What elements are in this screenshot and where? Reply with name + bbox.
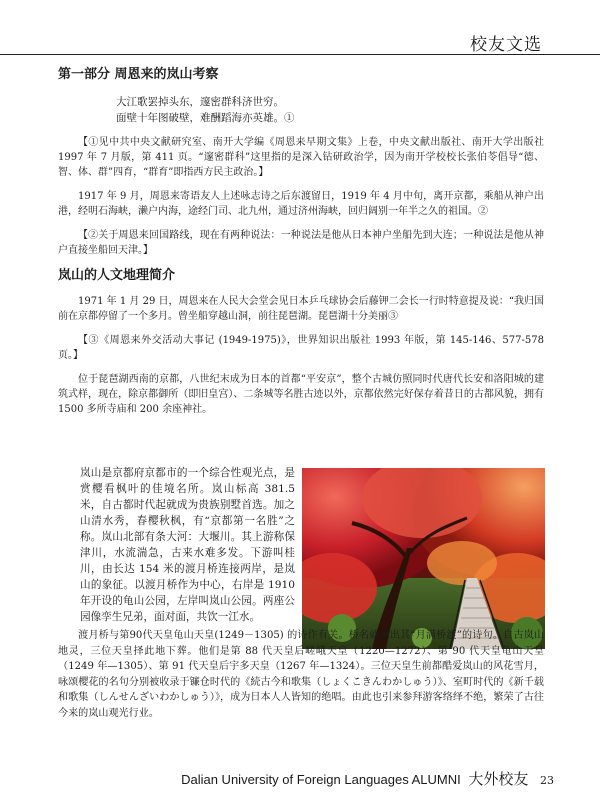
footnote-3: 【③《周恩来外交活动大事记 (1949-1975)》，世界知识出版社 1993 年版，第 145-146、577-578 页。】 [58,335,544,361]
paragraph-arashiyama: 岚山是京都府京都市的一个综合性观光点，是赏樱看枫叶的佳境名所。岚山标高 381.5 米，自古都时代起就成为贵族别墅首选。加之山清水秀，春樱秋枫，有“京都第一名胜”之称。岚山北部有条大河：大堰川。其上游称保津川，水流湍急，古来水难多发。下游叫桂川，由长达 154 米的渡月桥连接两岸，是岚山的象征。以渡月桥作为中心，右岸是 1910 年开设的龟山公园，左岸叫岚山公园。两座公园像孪生兄弟，面对面，共饮一江水。 [80,467,295,623]
paragraph-return-route: 1917 年 9 月，周恩来寄语友人上述咏志诗之后东渡留日，1919 年 4 月中旬，离开京都，乘船从神户出港，经明石海峡，濑户内海，途经门司、北九州，通过济州海峡，回归阔别一年半之久的祖国。② [58,191,544,217]
running-title: 校友文选 [470,35,542,55]
footnote-1: 【①见中共中央文献研究室、南开大学编《周恩来早期文集》上卷，中央文献出版社、南开大学出版社 1997 年 7 月版，第 411 页。“邃密群科”这里指的是深入钻研政治学，因为南开学校校长张伯苓倡导“德、智、体、群”四育，“群育”即指西方民主政治。】 [58,137,544,178]
paragraph-togetsukyo [58,628,544,721]
paragraph-togetsukyo-text: 渡月桥与第90代天皇龟山天皇(1249－1305) 的诗作有关。桥名就源出其“月满桥渡”的诗句。自古岚山地灵，三位天皇择此地下葬。他们是第 88 代天皇后嵯峨天皇（1220—1272）、第 90 代天皇龟山天皇（1249 年—1305）、第 91 代天皇后宇多天皇（1267 年—1324）。三位天皇生前都酷爱岚山的风花雪月，咏颂樱花的名句分别被收录于镰仓时代的《続古今和歌集（しょくこきんわかしゅう）》、室町时代的《新千载和歌集（しんせんざいわかしゅう）》，成为日本人人皆知的绝唱。由此也引来参拜游客络绎不绝，繁荣了古往今来的岚山观光行业。 [58,630,544,719]
page-number: 23 [540,774,554,787]
part1-title: 第一部分 周恩来的岚山考察 [58,67,219,82]
header-rule [0,54,600,55]
autumn-maple-photo [302,468,545,649]
page-footer [181,768,554,789]
footnote-2: 【②关于周恩来回国路线，现在有两种说法：一种说法是他从日本神户坐船先到大连；一种说法是他从神户直接坐船回天津。】 [58,230,544,256]
part2-title: 岚山的人文地理简介 [58,268,176,283]
poem-line-1: 大江歌罢掉头东，邃密群科济世穷。 [116,96,284,108]
poem [58,94,544,126]
publication-name-en: Dalian University of Foreign Languages ALUMNI [181,772,461,787]
publication-name-cn: 大外校友 [468,770,529,788]
article-body [58,60,544,426]
poem-line-2: 面壁十年图破壁，难酬蹈海亦英雄。① [116,112,295,124]
paragraph-1971-meeting: 1971 年 1 月 29 日，周恩来在人民大会堂会见日本乒乓球协会后藤钾二会长一行时特意提及说：“我归国前在京都停留了一个多月。曾坐船穿越山洞，前往琵琶湖。琵琶湖十分美丽③ [58,296,544,322]
paragraph-kyoto: 位于琵琶湖西南的京都，八世纪末成为日本的首都“平安京”，整个古城仿照同时代唐代长安和洛阳城的建筑式样，现在，除京都御所（即旧皇宫）、二条城等名胜古迹以外，京都依然完好保存着昔日的古都风貌，拥有 1500 多所寺庙和 200 余座神社。 [58,374,544,415]
